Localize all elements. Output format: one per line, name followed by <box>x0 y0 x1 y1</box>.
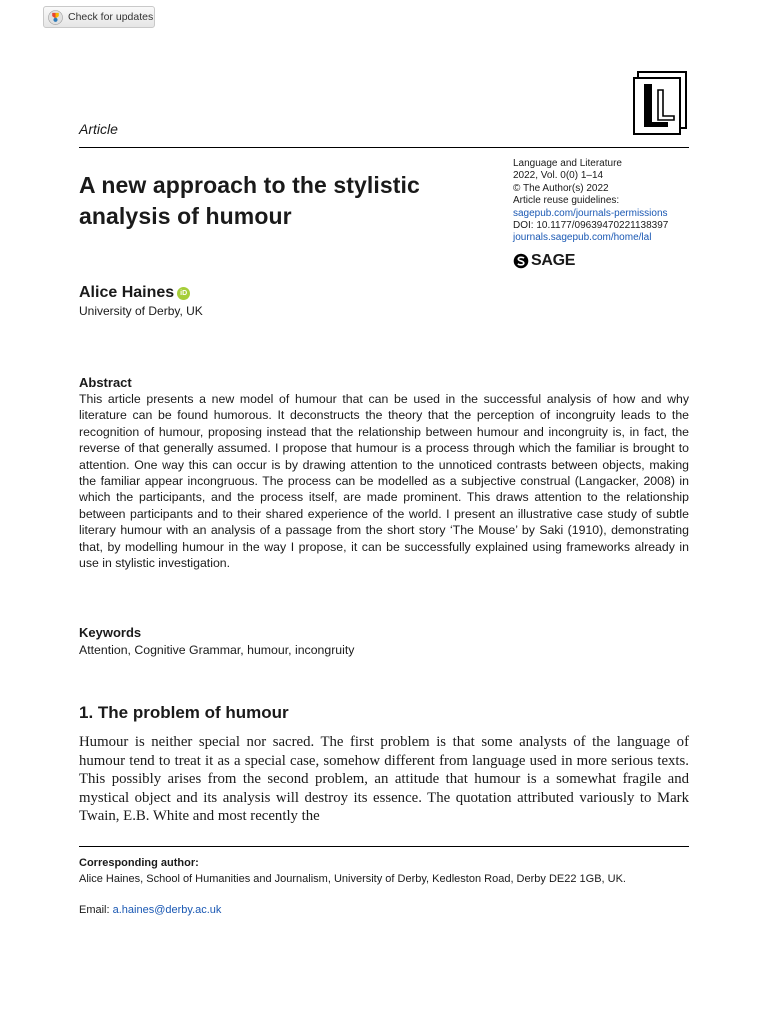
corresponding-author-heading: Corresponding author: <box>79 857 199 869</box>
author-affiliation: University of Derby, UK <box>79 304 203 318</box>
section-body-text: Humour is neither special nor sacred. The first problem is that some analysts of the language of humour tend to treat it as a special case, somehow different from language used in more serious texts. This possibly arises from the second problem, an attitude that humour is a somewhat fragile and mystical object and its analysis will destroy its essence. The quotation attributed variously to Mark Twain, E.B. White and most recently the <box>79 734 689 825</box>
corresponding-author-email-line <box>79 904 221 916</box>
orcid-icon[interactable]: iD <box>177 287 190 300</box>
sage-wordmark: SAGE <box>531 252 576 269</box>
keywords-heading: Keywords <box>79 625 142 640</box>
copyright-line: © The Author(s) 2022 <box>513 182 609 194</box>
email-label: Email: <box>79 904 110 916</box>
footnote-divider <box>79 846 689 847</box>
header-divider <box>79 147 689 148</box>
permissions-link[interactable]: sagepub.com/journals-permissions <box>513 207 668 219</box>
author-line <box>79 284 190 302</box>
check-updates-label: Check for updates <box>68 11 154 23</box>
reuse-label: Article reuse guidelines: <box>513 195 620 207</box>
article-type-label: Article <box>79 121 118 137</box>
sage-s-icon <box>513 253 529 269</box>
abstract-text: This article presents a new model of humour that can be used in the successful analysis of how and why literature can be found humorous. It deconstructs the theory that the perception of incongruity leads to the recognition of humour, proposing instead that the relationship between humour and incongruity is, in fact, the reverse of that generally assumed. I propose that humour is a process through which the familiar is brought to attention. One way this can occur is by drawing attention to the unnoticed contrasts between objects, making the familiar appear incongruous. The process can be modelled as a subjective construal (Langacker, 2008) in which the participants, and the process itself, are made prominent. This draws attention to the relationship between participants and to their shared experience of the world. I present an illustrative case study of subtle literary humour with an analysis of a passage from the short story ‘The Mouse’ by Saki (1910), demonstrating that, by modelling humour in the way I propose, it can be successfully explained using frameworks already in use in stylistic investigation. <box>79 392 689 571</box>
doi-line: DOI: 10.1177/09639470221138397 <box>513 220 669 232</box>
journal-homepage-link[interactable]: journals.sagepub.com/home/lal <box>513 232 652 244</box>
journal-name: Language and Literature <box>513 158 622 169</box>
corresponding-author-address: Alice Haines, School of Humanities and Journalism, University of Derby, Kedleston Road, Derby DE22 1GB, UK. <box>79 873 626 885</box>
email-link[interactable]: a.haines@derby.ac.uk <box>112 904 222 916</box>
check-for-updates-button[interactable] <box>43 6 155 28</box>
keywords-text: Attention, Cognitive Grammar, humour, incongruity <box>79 643 355 657</box>
check-updates-icon <box>48 10 63 25</box>
journal-logo <box>632 70 688 136</box>
publication-info <box>513 158 713 245</box>
abstract-heading: Abstract <box>79 375 132 390</box>
author-name: Alice Haines <box>79 284 175 301</box>
sage-logo <box>513 252 575 270</box>
article-title: A new approach to the stylistic analysis of humour <box>79 172 420 229</box>
volume-line: 2022, Vol. 0(0) 1–14 <box>513 170 604 182</box>
section-heading: 1. The problem of humour <box>79 703 289 722</box>
